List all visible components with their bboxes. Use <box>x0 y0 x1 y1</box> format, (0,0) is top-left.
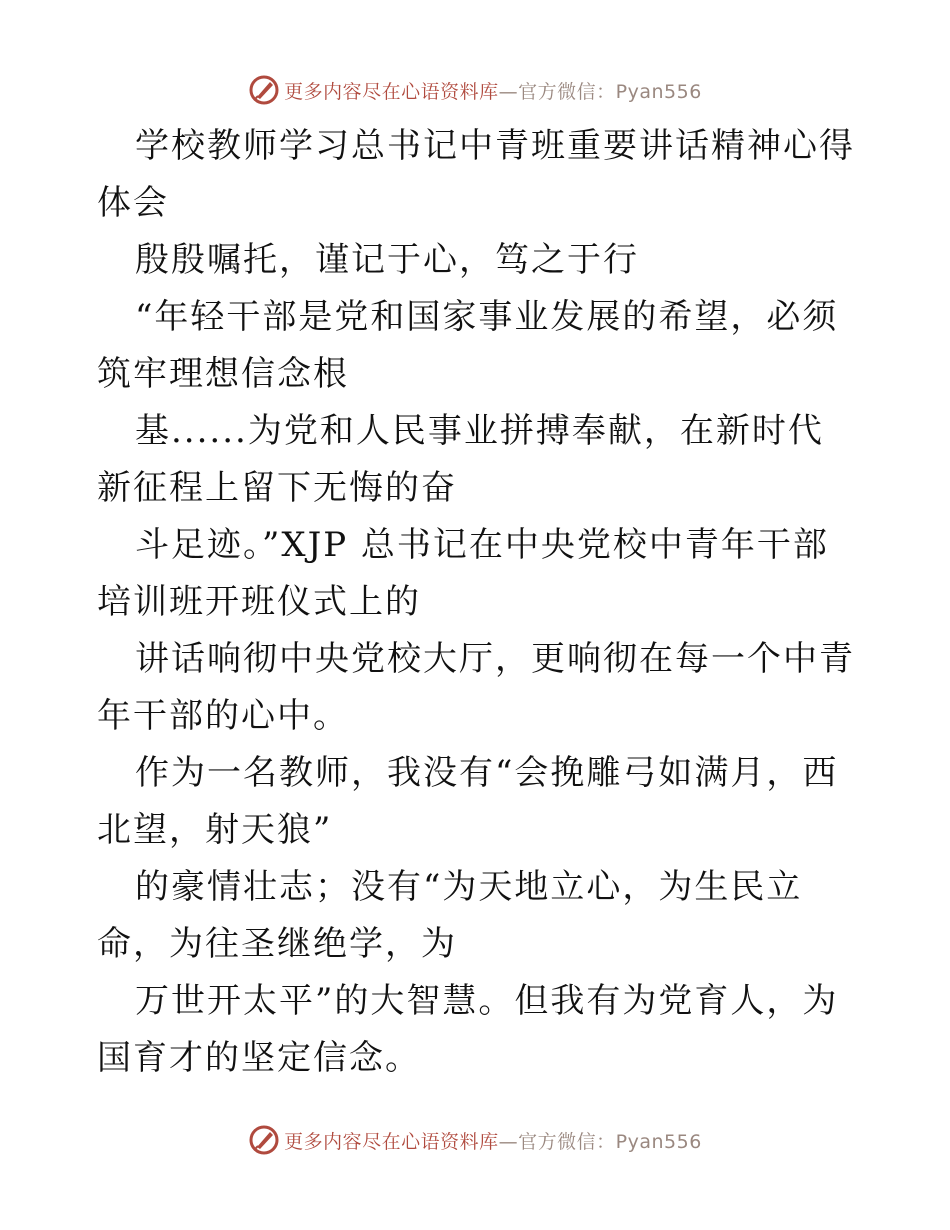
footer-banner <box>0 1120 950 1160</box>
quill-pen-logo-icon <box>248 1124 280 1156</box>
banner-site-label: 更多内容尽在心语资料库 <box>284 1130 499 1153</box>
banner-wechat-label: —官方微信：Pyan556 <box>498 1130 702 1153</box>
paragraph: “年轻干部是党和国家事业发展的希望，必须筑牢理想信念根 <box>97 297 839 394</box>
banner-wechat-label: —官方微信：Pyan556 <box>498 80 702 103</box>
document-body <box>97 118 857 1087</box>
quill-pen-logo-icon <box>248 74 280 106</box>
header-banner <box>0 70 950 110</box>
paragraph: 的豪情壮志；没有“为天地立心，为生民立命，为往圣继绝学，为 <box>97 867 803 964</box>
paragraph: 殷殷嘱托，谨记于心，笃之于行 <box>135 240 639 280</box>
banner-text <box>284 77 702 104</box>
paragraph: 基......为党和人民事业拼搏奉献，在新时代新征程上留下无悔的奋 <box>97 411 824 508</box>
banner-site-label: 更多内容尽在心语资料库 <box>284 80 499 103</box>
paragraph: 讲话响彻中央党校大厅，更响彻在每一个中青年干部的心中。 <box>97 639 855 736</box>
document-title: 学校教师学习总书记中青班重要讲话精神心得体会 <box>97 126 855 223</box>
banner-text <box>284 1127 702 1154</box>
paragraph: 作为一名教师，我没有“会挽雕弓如满月，西北望，射天狼” <box>97 753 839 850</box>
paragraph: 斗足迹。”XJP 总书记在中央党校中青年干部培训班开班仪式上的 <box>97 525 829 622</box>
paragraph: 万世开太平”的大智慧。但我有为党育人，为国育才的坚定信念。 <box>97 981 839 1078</box>
